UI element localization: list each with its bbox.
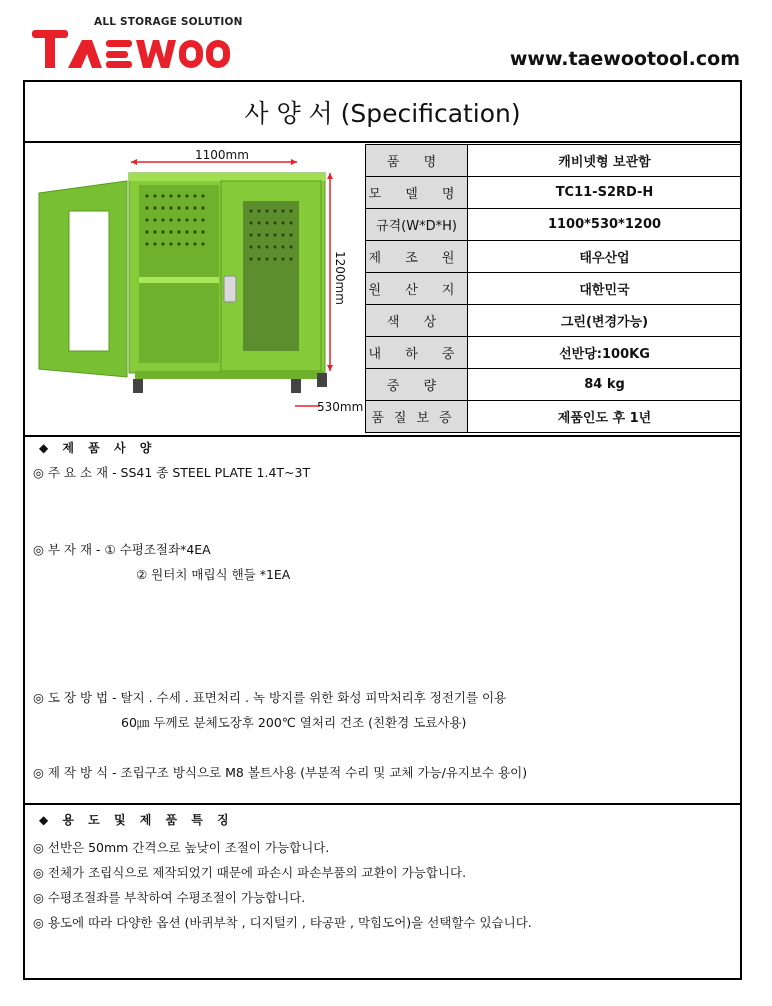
spec-label: 규격(W*D*H) (366, 209, 468, 241)
spec-table (365, 144, 742, 433)
website-url[interactable]: www.taewootool.com (509, 48, 740, 70)
spec-value: 태우산업 (468, 241, 742, 273)
spec-row (366, 273, 742, 305)
height-dimension-label: 1200mm (333, 251, 347, 305)
spec-line-accessory-2: ② 원터치 매립식 핸들 *1EA (136, 567, 291, 582)
spec-label: 품 명 (366, 145, 468, 177)
feature-line-1: ◎ 선반은 50mm 간격으로 높낮이 조절이 가능합니다. (33, 840, 330, 855)
spec-row (366, 369, 742, 401)
spec-value: 1100*530*1200 (468, 209, 742, 241)
spec-line-coating-2: 60㎛ 두께로 분체도장후 200℃ 열처리 건조 (친환경 도료사용) (121, 715, 467, 730)
spec-label: 색 상 (366, 305, 468, 337)
spec-row (366, 209, 742, 241)
spec-value: 84 kg (468, 369, 742, 401)
spec-label: 제 조 원 (366, 241, 468, 273)
spec-row (366, 241, 742, 273)
spec-row (366, 145, 742, 177)
spec-value: 선반당:100KG (468, 337, 742, 369)
product-section (25, 141, 740, 437)
width-dimension-label: 1100mm (195, 148, 249, 162)
spec-value: 그린(변경가능) (468, 305, 742, 337)
feature-line-2: ◎ 전체가 조립식으로 제작되었기 때문에 파손시 파손부품의 교환이 가능합니다. (33, 865, 467, 880)
spec-value: TC11-S2RD-H (468, 177, 742, 209)
spec-value: 캐비넷형 보관함 (468, 145, 742, 177)
spec-label: 모 델 명 (366, 177, 468, 209)
spec-line-accessory: ◎ 부 자 재 - ① 수평조절좌*4EA (33, 542, 211, 557)
spec-sheet (23, 80, 742, 980)
section-divider (25, 803, 740, 805)
spec-label: 내 하 중 (366, 337, 468, 369)
spec-value: 대한민국 (468, 273, 742, 305)
feature-line-3: ◎ 수평조절좌를 부착하여 수평조절이 가능합니다. (33, 890, 306, 905)
spec-value: 제품인도 후 1년 (468, 401, 742, 433)
spec-line-coating: ◎ 도 장 방 법 - 탈지 . 수세 . 표면처리 . 녹 방지를 위한 화성 피막처리후 정전기를 이용 (33, 690, 507, 705)
spec-label: 중 량 (366, 369, 468, 401)
spec-line-material: ◎ 주 요 소 재 - SS41 종 STEEL PLATE 1.4T~3T (33, 465, 311, 480)
depth-dimension-label: 530mm (317, 400, 364, 414)
spec-label: 원 산 지 (366, 273, 468, 305)
page-title: 사 양 서 (Specification) (25, 82, 740, 143)
section-heading-product-spec: ◆ 제 품 사 양 (39, 441, 157, 455)
cabinet-image-icon (25, 141, 365, 435)
section-heading-features: ◆ 용 도 및 제 품 특 징 (39, 813, 234, 827)
spec-row (366, 177, 742, 209)
logo-tagline: ALL STORAGE SOLUTION (94, 16, 243, 28)
spec-label: 품질보증 (366, 401, 468, 433)
spec-row (366, 305, 742, 337)
product-photo (25, 141, 365, 435)
spec-row (366, 401, 742, 433)
feature-line-4: ◎ 용도에 따라 다양한 옵션 (바퀴부착 , 디지털키 , 타공판 , 막힘도어)을 선택할수 있습니다. (33, 915, 532, 930)
spec-row (366, 337, 742, 369)
brand-logo (32, 14, 243, 76)
spec-line-construction: ◎ 제 작 방 식 - 조립구조 방식으로 M8 볼트사용 (부분적 수리 및 교체 가능/유지보수 용이) (33, 765, 528, 780)
taewoo-logo-icon (32, 28, 232, 74)
